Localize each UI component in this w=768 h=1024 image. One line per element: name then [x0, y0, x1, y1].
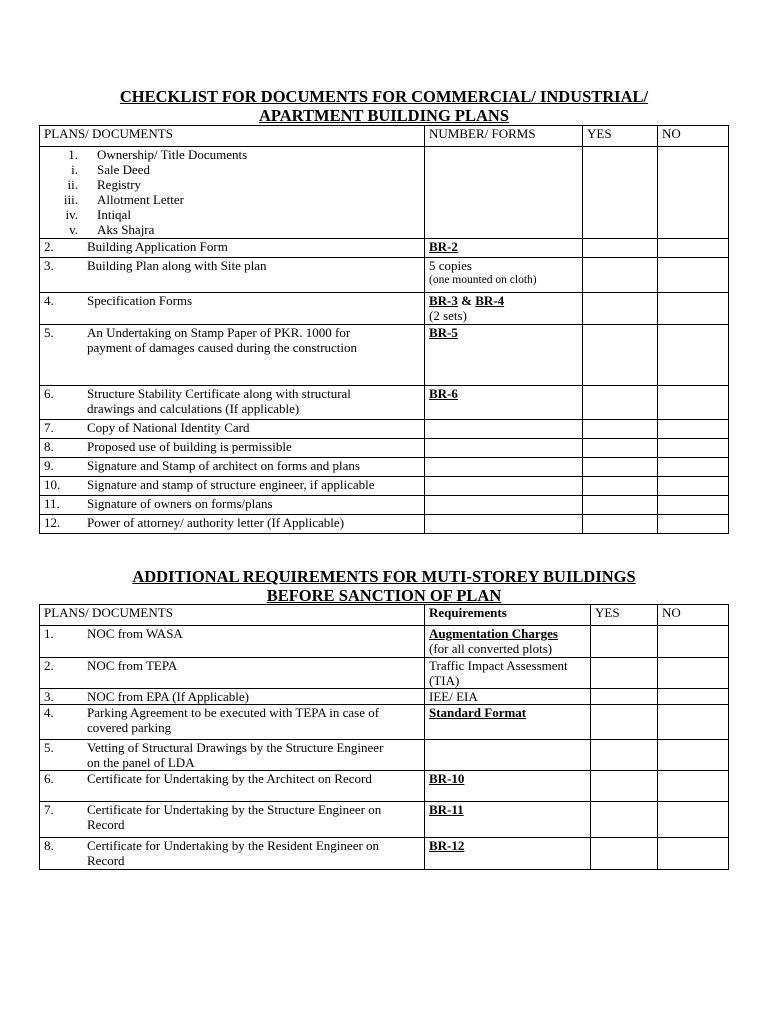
form-amp: & [457, 293, 476, 308]
yes-cell[interactable] [591, 802, 658, 838]
header-yes: YES [591, 605, 658, 626]
no-cell[interactable] [658, 740, 729, 771]
row-document: An Undertaking on Stamp Paper of PKR. 1000 for [87, 325, 351, 340]
yes-cell[interactable] [583, 439, 658, 458]
table-row [40, 515, 729, 534]
row-number: 2. [44, 239, 54, 254]
form-note: (one mounted on cloth) [429, 274, 537, 286]
subitem-number: v. [69, 222, 78, 237]
row-number: 3. [44, 689, 54, 704]
yes-cell[interactable] [583, 420, 658, 439]
row-number: 6. [44, 386, 54, 401]
header-plans-documents: PLANS/ DOCUMENTS [40, 605, 425, 626]
table-row [40, 658, 729, 689]
subitem-number: iii. [63, 192, 78, 207]
subitem-text: Registry [97, 177, 142, 192]
yes-cell[interactable] [591, 626, 658, 658]
no-cell[interactable] [658, 658, 729, 689]
no-cell[interactable] [658, 771, 729, 802]
header-plans-documents: PLANS/ DOCUMENTS [40, 126, 425, 147]
table-row [40, 386, 729, 420]
row-document: NOC from TEPA [87, 658, 178, 673]
form-value: 5 copies [429, 258, 472, 273]
header-yes: YES [583, 126, 658, 147]
table-header-row [40, 605, 729, 626]
section2-title-line2: BEFORE SANCTION OF PLAN [266, 586, 502, 605]
header-requirements: Requirements [425, 605, 591, 626]
yes-cell[interactable] [591, 658, 658, 689]
additional-requirements-table [39, 604, 729, 870]
row-document: Parking Agreement to be executed with TEPA in case of [87, 705, 380, 720]
no-cell[interactable] [658, 689, 729, 705]
table-row [40, 258, 729, 293]
requirement-note: (TIA) [429, 673, 460, 688]
table-row [40, 439, 729, 458]
no-cell[interactable] [658, 802, 729, 838]
no-cell[interactable] [658, 496, 729, 515]
row-document: Building Plan along with Site plan [87, 258, 267, 273]
yes-cell[interactable] [583, 386, 658, 420]
table-row [40, 420, 729, 439]
row-number: 8. [44, 838, 54, 853]
row-document: Vetting of Structural Drawings by the Structure Engineer [87, 740, 384, 755]
row-document: Signature of owners on forms/plans [87, 496, 273, 511]
yes-cell[interactable] [591, 689, 658, 705]
row-document-line2: drawings and calculations (If applicable) [87, 401, 300, 416]
row-number: 6. [44, 771, 54, 786]
row-number: 7. [44, 802, 54, 817]
row-number: 10. [44, 477, 61, 492]
table-row [40, 626, 729, 658]
table-row [40, 802, 729, 838]
row-number: 3. [44, 258, 54, 273]
no-cell[interactable] [658, 626, 729, 658]
row-document: Proposed use of building is permissible [87, 439, 292, 454]
yes-cell[interactable] [591, 838, 658, 870]
section1-title-line1: CHECKLIST FOR DOCUMENTS FOR COMMERCIAL/ INDUSTRIAL/ [119, 87, 649, 106]
table-row [40, 496, 729, 515]
header-no: NO [658, 605, 729, 626]
subitem-number: ii. [67, 177, 78, 192]
requirement-value: IEE/ EIA [429, 689, 478, 704]
row-document: Certificate for Undertaking by the Structure Engineer on [87, 802, 382, 817]
row-number: 9. [44, 458, 54, 473]
row-document: Certificate for Undertaking by the Resident Engineer on [87, 838, 380, 853]
table-row [40, 147, 729, 239]
no-cell[interactable] [658, 439, 729, 458]
no-cell[interactable] [658, 477, 729, 496]
row-document: Ownership/ Title Documents [97, 147, 248, 162]
subitem-number: iv. [65, 207, 78, 222]
row-document: Structure Stability Certificate along with structural [87, 386, 351, 401]
row-number: 5. [44, 740, 54, 755]
yes-cell[interactable] [591, 740, 658, 771]
no-cell[interactable] [658, 386, 729, 420]
documents-checklist-table [39, 125, 729, 534]
table-row [40, 477, 729, 496]
section1-title-line2: APARTMENT BUILDING PLANS [258, 106, 509, 125]
row-number: 12. [44, 515, 61, 530]
table-row [40, 740, 729, 771]
requirement-value: Augmentation Charges [429, 626, 558, 641]
row-number: 11. [44, 496, 60, 511]
form-code: BR-4 [475, 293, 505, 308]
row-document-line2: on the panel of LDA [87, 755, 195, 770]
row-document: Power of attorney/ authority letter (If Applicable) [87, 515, 345, 530]
requirement-note: (for all converted plots) [429, 641, 553, 656]
form-code: BR-2 [429, 239, 458, 254]
row-document-line2: covered parking [87, 720, 172, 735]
row-document: NOC from EPA (If Applicable) [87, 689, 249, 704]
form-code: BR-10 [429, 771, 465, 786]
no-cell[interactable] [658, 239, 729, 258]
yes-cell[interactable] [591, 705, 658, 740]
form-code: BR-12 [429, 838, 465, 853]
no-cell[interactable] [658, 293, 729, 325]
no-cell[interactable] [658, 420, 729, 439]
no-cell[interactable] [658, 325, 729, 386]
yes-cell[interactable] [591, 771, 658, 802]
row-number: 2. [44, 658, 54, 673]
table-row [40, 293, 729, 325]
row-number: 4. [44, 293, 54, 308]
yes-cell[interactable] [583, 293, 658, 325]
table-row [40, 325, 729, 386]
row-number: 1. [44, 626, 54, 641]
yes-cell[interactable] [583, 325, 658, 386]
no-cell[interactable] [658, 515, 729, 534]
form-code: BR-5 [429, 325, 458, 340]
form-code: BR-6 [429, 386, 458, 401]
form-code: BR-3 [429, 293, 458, 308]
no-cell[interactable] [658, 838, 729, 870]
yes-cell[interactable] [583, 515, 658, 534]
form-note: (2 sets) [429, 308, 467, 323]
subitem-text: Allotment Letter [97, 192, 185, 207]
section2-title-line1: ADDITIONAL REQUIREMENTS FOR MUTI-STOREY BUILDINGS [132, 567, 636, 586]
subitem-number: i. [71, 162, 78, 177]
row-document-line2: Record [87, 853, 125, 868]
requirement-value: Traffic Impact Assessment [429, 658, 568, 673]
row-number: 1. [68, 147, 78, 162]
row-document: Specification Forms [87, 293, 193, 308]
row-document: Certificate for Undertaking by the Architect on Record [87, 771, 372, 786]
row-document: Signature and stamp of structure engineer, if applicable [87, 477, 375, 492]
yes-cell[interactable] [583, 147, 658, 239]
row-number: 7. [44, 420, 54, 435]
no-cell[interactable] [658, 458, 729, 477]
header-no: NO [658, 126, 729, 147]
yes-cell[interactable] [583, 258, 658, 293]
row-document: Building Application Form [87, 239, 228, 254]
row-document: NOC from WASA [87, 626, 183, 641]
no-cell[interactable] [658, 147, 729, 239]
yes-cell[interactable] [583, 496, 658, 515]
table-row [40, 239, 729, 258]
table-row [40, 689, 729, 705]
yes-cell[interactable] [583, 239, 658, 258]
header-number-forms: NUMBER/ FORMS [425, 126, 583, 147]
form-code: BR-11 [429, 802, 464, 817]
table-row [40, 705, 729, 740]
no-cell[interactable] [658, 705, 729, 740]
row-document-line2: payment of damages caused during the construction [87, 340, 358, 355]
row-document: Copy of National Identity Card [87, 420, 250, 435]
no-cell[interactable] [658, 258, 729, 293]
requirement-value: Standard Format [429, 705, 527, 720]
table-row [40, 838, 729, 870]
table-row [40, 771, 729, 802]
subitem-text: Sale Deed [97, 162, 151, 177]
table-header-row [40, 126, 729, 147]
table-row [40, 458, 729, 477]
subitem-text: Intiqal [97, 207, 131, 222]
yes-cell[interactable] [583, 477, 658, 496]
row-number: 8. [44, 439, 54, 454]
subitem-text: Aks Shajra [97, 222, 155, 237]
row-document-line2: Record [87, 817, 125, 832]
row-document: Signature and Stamp of architect on forms and plans [87, 458, 360, 473]
row-number: 5. [44, 325, 54, 340]
row-number: 4. [44, 705, 54, 720]
yes-cell[interactable] [583, 458, 658, 477]
